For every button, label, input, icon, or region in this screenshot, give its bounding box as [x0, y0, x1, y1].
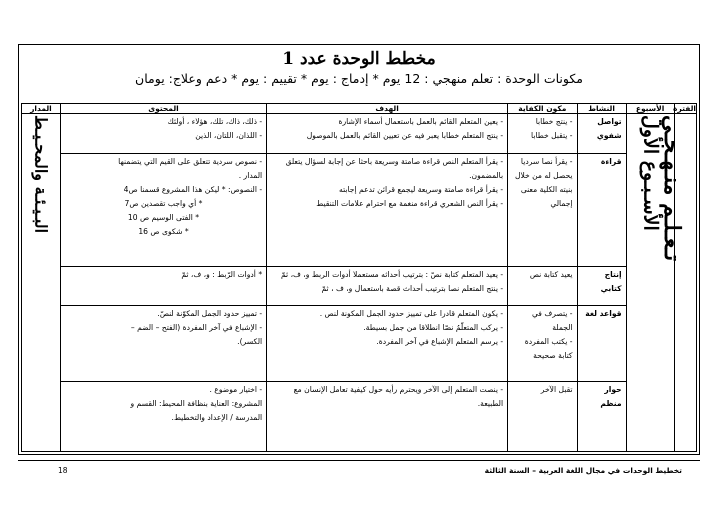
domain-label: البـيـئـة والمحـيـط — [31, 115, 51, 234]
header-activity: النشاط — [577, 104, 626, 114]
unit-plan-frame — [18, 44, 700, 455]
content-cell: * أدوات الرّبط : و، ف، ثمّ — [60, 267, 266, 306]
goal-cell: - يقرأ المتعلم النص قراءة صامتة وسريعة باحثا عن إجابة لسؤال يتعلق بالمضمون. - يقرأ قراءة صامتة وسريعة ليجمع قرائن تدعم إجابته - يقرأ النص الشعري قراءة منغمة مع احترام علامات التنقيط — [267, 154, 508, 267]
goal-cell: - يعيد المتعلم كتابة نصّ : بترتيب أحداثه مستعملا أدوات الربط و، ف، ثمّ - ينتج المتعلم نصا بترتيب أحداث قصة باستعمال و، ف ، ثمّ — [267, 267, 508, 306]
content-cell: - ذلك، ذاك، تلك، هؤلاء ، أولئك - اللذان، اللتان، الذين — [60, 114, 266, 154]
content-cell: - اختيار موضوع . المشروع: العناية بنظافة المحيط: القسم و المدرسة / الإعداد والتخطيط. — [60, 382, 266, 452]
plan-table — [21, 103, 697, 452]
header-competency: مكون الكفاية — [508, 104, 577, 114]
competency-cell: تقبل الآخر — [508, 382, 577, 452]
period-cell — [659, 114, 696, 452]
activity-cell: إنتاج كتابي — [577, 267, 626, 306]
activity-cell: تواصل شفوي — [577, 114, 626, 154]
activity-cell: حوار منظم — [577, 382, 626, 452]
domain-cell — [22, 114, 61, 452]
footer-divider — [18, 460, 700, 461]
goal-cell: - ينصت المتعلم إلى الآخر ويحترم رأيه حول كيفية تعامل الإنسان مع الطبيعة. — [267, 382, 508, 452]
footer-title: تخطيط الوحدات في مجال اللغة العربية – السنة الثالثة — [484, 466, 682, 475]
competency-cell: - ينتج خطابا - يتقبل خطابا — [508, 114, 577, 154]
period-label: تـعـلـم منـهـجـي — [659, 115, 685, 262]
table-row — [22, 114, 697, 154]
week-cell — [626, 114, 674, 452]
header-domain: المدار — [22, 104, 61, 114]
table-row — [22, 382, 697, 452]
competency-cell: - يقرأ نصا سرديا يحصل له من خلال بنيته الكلية معنى إجمالي — [508, 154, 577, 267]
goal-cell: - يعين المتعلم القائم بالعمل باستعمال أسماء الإشارة - ينتج المتعلم خطابا يعبر فيه عن تعيين القائم بالعمل بالموصول — [267, 114, 508, 154]
content-cell: - نصوص سردية تتعلق على القيم التي يتضمنها المدار . - النصوص: * ليكن هذا المشروع قسمنا ص4 * أي واجب تقصدين ص7 * الفتى الوسيم ص 10 * شكوى ص 16 — [60, 154, 266, 267]
week-label: الأسـبـوع الأول — [639, 115, 662, 231]
page-title: مخطط الوحدة عدد 1 — [282, 49, 436, 69]
header-row — [22, 104, 697, 114]
competency-cell: - يتصرف في الجملة - يكتب المفردة كتابة صحيحة — [508, 306, 577, 382]
header-content: المحتوى — [60, 104, 266, 114]
header-period: الفترة — [673, 104, 696, 113]
competency-cell: يعيد كتابة نص — [508, 267, 577, 306]
table-row — [22, 267, 697, 306]
goal-cell: - يكون المتعلم قادرا على تمييز حدود الجمل المكونة لنص . - يركب المتعلّمُ نصّا انطلاقا من جمل بسيطة. - يرسم المتعلم الإشباع في آخر المفردة. — [267, 306, 508, 382]
activity-cell: قواعد لغة — [577, 306, 626, 382]
page-number: 18 — [58, 466, 68, 475]
activity-cell: قراءة — [577, 154, 626, 267]
unit-components: مكونات الوحدة : تعلم منهجي : 12 يوم * إدماج : يوم * تقييم : يوم * دعم وعلاج: يومان — [135, 71, 583, 86]
content-cell: - تمييز حدود الجمل المكوّنة لنصّ. - الإشباع في آخر المفردة (الفتح – الضم – الكسر). — [60, 306, 266, 382]
table-row — [22, 306, 697, 382]
header-week: الأسبوع — [626, 104, 674, 114]
table-row — [22, 154, 697, 267]
header-goal: الهدف — [267, 104, 508, 114]
